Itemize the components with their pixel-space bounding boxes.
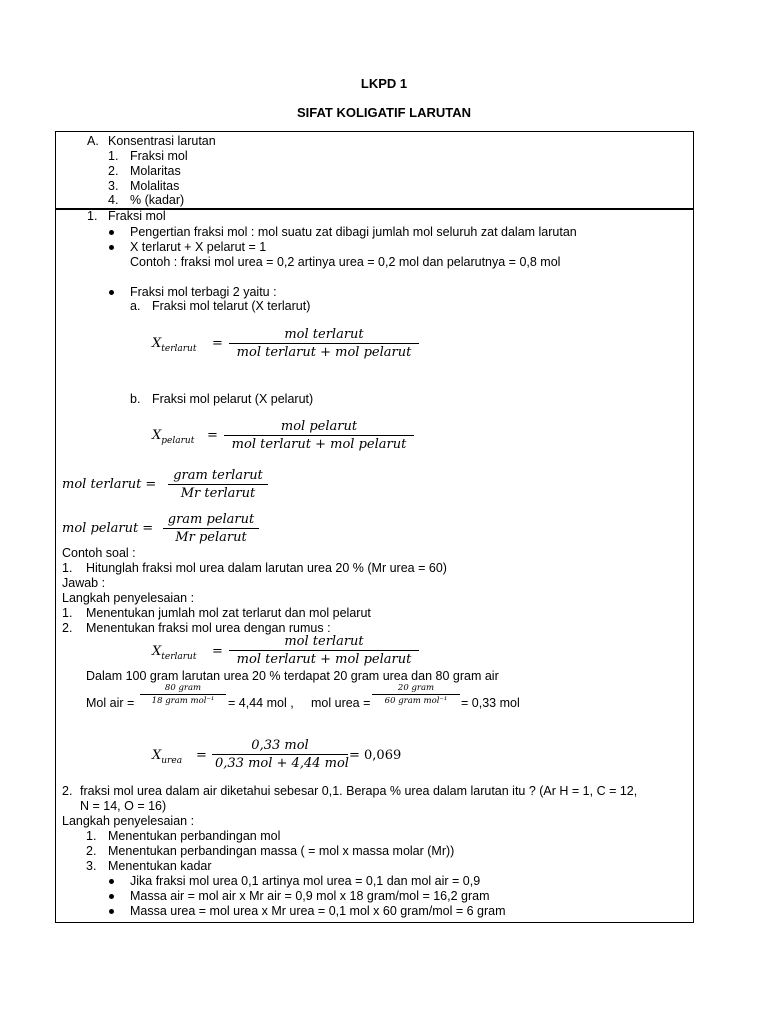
question-num: 2.: [62, 784, 73, 798]
question-text: fraksi mol urea dalam air diketahui sebesar 0,1. Berapa % urea dalam larutan itu ? (Ar H = 1, C = 12,: [80, 784, 638, 798]
outline-item-num: 2.: [108, 164, 119, 178]
step-num: 1.: [86, 829, 97, 843]
sub-item-b-label: Fraksi mol pelarut (X pelarut): [152, 392, 314, 406]
fraction-numerator: gram pelarut: [167, 512, 255, 527]
fraction-numerator: 0,33 mol: [251, 738, 309, 753]
bullet-icon: [109, 290, 114, 295]
fraction-denominator: 18 gram mol⁻¹: [140, 694, 226, 706]
fraction-numerator: 80 gram: [164, 683, 202, 693]
mol-air-result: = 4,44 mol ,: [228, 696, 294, 710]
x-terlarut-symbol: $X_{terlarut}$: [152, 644, 197, 662]
fraction-numerator: mol pelarut: [280, 419, 358, 434]
fraction-denominator: mol terlarut + mol pelarut: [229, 343, 419, 360]
step-num: 2.: [86, 844, 97, 858]
x-pelarut-symbol: $X_{pelarut}$: [152, 428, 195, 446]
fraction-numerator: 20 gram: [397, 683, 435, 693]
x-urea-symbol: $X_{urea}$: [152, 748, 183, 766]
fraction-numerator: mol terlarut: [284, 634, 364, 649]
step-num: 2.: [62, 621, 73, 635]
division-text: Fraksi mol terbagi 2 yaitu :: [130, 285, 277, 299]
question-num: 1.: [62, 561, 73, 575]
example-text: Contoh : fraksi mol urea = 0,2 artinya urea = 0,2 mol dan pelarutnya = 0,8 mol: [130, 255, 561, 269]
outline-item-label: Fraksi mol: [130, 149, 188, 163]
step-num: 3.: [86, 859, 97, 873]
step-text: Menentukan kadar: [108, 859, 212, 873]
sub-item-a-label: Fraksi mol telarut (X terlarut): [152, 299, 311, 313]
x-urea-fraction: [212, 738, 348, 771]
step-text: Menentukan jumlah mol zat terlarut dan mol pelarut: [86, 606, 371, 620]
x-urea-result: = 0,069: [349, 748, 402, 763]
mol-air-label: Mol air =: [86, 696, 135, 710]
answer-label: Jawab :: [62, 576, 106, 590]
outline-item-label: Molalitas: [130, 179, 180, 193]
mol-urea-label: mol urea =: [311, 696, 371, 710]
fraction-denominator: Mr terlarut: [168, 484, 268, 501]
x-terlarut-fraction: [229, 327, 419, 360]
section-title: Fraksi mol: [108, 209, 166, 223]
fraction-denominator: mol terlarut + mol pelarut: [224, 435, 414, 452]
section-num: 1.: [87, 209, 98, 223]
steps-heading: Langkah penyelesaian :: [62, 814, 195, 828]
mol-air-fraction: [140, 683, 226, 706]
step-num: 1.: [62, 606, 73, 620]
outline-heading-marker: A.: [87, 134, 99, 148]
fraction-denominator: 0,33 mol + 4,44 mol: [212, 754, 348, 771]
mol-pelarut-lhs: mol pelarut =: [62, 521, 154, 536]
fraction-numerator: mol terlarut: [284, 327, 364, 342]
question-text-cont: N = 14, O = 16): [80, 799, 167, 813]
bullet-icon: [109, 879, 114, 884]
x-terlarut-fraction: [229, 634, 419, 667]
steps-heading: Langkah penyelesaian :: [62, 591, 195, 605]
bullet-icon: [109, 245, 114, 250]
mol-terlarut-fraction: [168, 468, 268, 501]
document-title: LKPD 1: [360, 76, 408, 91]
example-heading: Contoh soal :: [62, 546, 136, 560]
outline-item-num: 4.: [108, 193, 119, 207]
sub-item-b-marker: b.: [130, 392, 141, 406]
outline-heading: Konsentrasi larutan: [108, 134, 216, 148]
equals-sign: =: [212, 644, 223, 659]
bullet-text: Jika fraksi mol urea 0,1 artinya mol urea = 0,1 dan mol air = 0,9: [130, 874, 481, 888]
mol-urea-fraction: [372, 683, 460, 706]
fraction-denominator: Mr pelarut: [163, 528, 259, 545]
mol-urea-result: = 0,33 mol: [461, 696, 520, 710]
sum-rule-text: X terlarut + X pelarut = 1: [130, 240, 267, 254]
equals-sign: =: [207, 428, 218, 443]
question-text: Hitunglah fraksi mol urea dalam larutan urea 20 % (Mr urea = 60): [86, 561, 447, 575]
step-text: Menentukan perbandingan massa ( = mol x massa molar (Mr)): [108, 844, 455, 858]
bullet-icon: [109, 230, 114, 235]
sub-item-a-marker: a.: [130, 299, 141, 313]
bullet-text: Massa urea = mol urea x Mr urea = 0,1 mol x 60 gram/mol = 6 gram: [130, 904, 506, 918]
given-text: Dalam 100 gram larutan urea 20 % terdapat 20 gram urea dan 80 gram air: [86, 669, 499, 683]
outline-item-label: Molaritas: [130, 164, 181, 178]
step-text: Menentukan perbandingan mol: [108, 829, 281, 843]
equals-sign: =: [212, 336, 223, 351]
bullet-icon: [109, 894, 114, 899]
bullet-text: Massa air = mol air x Mr air = 0,9 mol x 18 gram/mol = 16,2 gram: [130, 889, 490, 903]
fraction-denominator: 60 gram mol⁻¹: [372, 694, 460, 706]
step-text: Menentukan fraksi mol urea dengan rumus :: [86, 621, 331, 635]
outline-item-num: 3.: [108, 179, 119, 193]
fraction-denominator: mol terlarut + mol pelarut: [229, 650, 419, 667]
outline-item-label: % (kadar): [130, 193, 185, 207]
definition-text: Pengertian fraksi mol : mol suatu zat dibagi jumlah mol seluruh zat dalam larutan: [130, 225, 577, 239]
x-terlarut-symbol: $X_{terlarut}$: [152, 336, 197, 354]
x-pelarut-fraction: [224, 419, 414, 452]
outline-item-num: 1.: [108, 149, 119, 163]
document-subtitle: SIFAT KOLIGATIF LARUTAN: [296, 105, 472, 120]
bullet-icon: [109, 909, 114, 914]
equals-sign: =: [196, 748, 207, 763]
mol-terlarut-lhs: mol terlarut =: [62, 477, 157, 492]
mol-pelarut-fraction: [163, 512, 259, 545]
fraction-numerator: gram terlarut: [173, 468, 263, 483]
